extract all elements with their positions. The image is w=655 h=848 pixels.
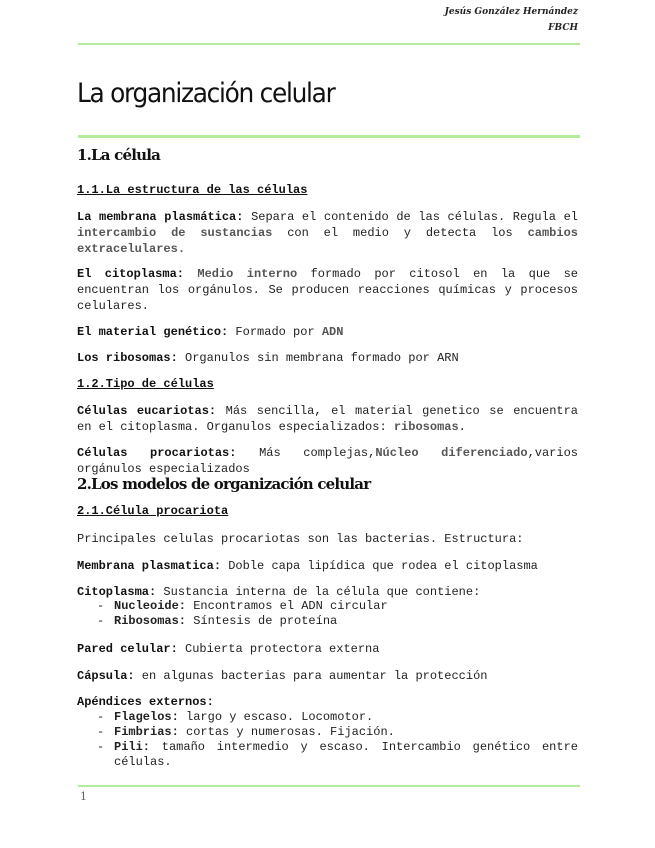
subsection-heading-estructura: 1.1.La estructura de las células [77,183,308,197]
paragraph-membrana-plasmatica-procariota: Membrana plasmatica: Doble capa lipídica que rodea el citoplasma [77,559,538,573]
term: Los ribosomas: [77,351,178,365]
list-item: - Pili: tamaño intermedio y escaso. Intercambio genético entre células. [97,740,578,770]
list-apendices [97,710,578,770]
term: Membrana plasmatica: [77,559,222,573]
term: Nucleoide: [114,599,187,613]
term: Cápsula: [77,669,135,683]
term: El citoplasma: [77,267,184,281]
page-title: La organización celular [77,78,335,109]
footer-rule [78,785,580,787]
highlight: intercambio de sustancias [77,226,273,240]
paragraph-citoplasma: El citoplasma: Medio interno formado por citosol en la que se encuentran los orgánulos. Se producen reacciones químicas y procesos celulares. [77,267,579,313]
term: Citoplasma: [77,585,157,599]
paragraph-ribosomas: Los ribosomas: Organulos sin membrana formado por ARN [77,351,459,365]
section-heading-modelos: 2.Los modelos de organización celular [77,475,371,493]
header-author: Jesús González Hernández [444,7,578,17]
paragraph-capsula: Cápsula: en algunas bacterias para aumentar la protección [77,669,488,683]
paragraph-citoplasma-procariota: Citoplasma: Sustancia interna de la célula que contiene: [77,585,481,599]
paragraph-celulas-procariotas: Células procariotas: Más complejas,Núcleo diferenciado,varios orgánulos especializados [77,446,578,476]
header-rule [78,43,580,45]
term: Fimbrias: [114,725,179,739]
header-course: FBCH [548,23,578,33]
paragraph-pared-celular: Pared celular: Cubierta protectora externa [77,642,380,656]
list-item: - Nucleoide: Encontramos el ADN circular [97,599,578,614]
paragraph-celulas-eucariotas: Células eucariotas: Más sencilla, el material genetico se encuentra en el citoplasma. Organulos especializados: ribosomas. [77,404,578,434]
highlight: cambios extracelulares [77,226,578,256]
page-number: 1 [80,790,87,803]
highlight: Medio interno [197,267,298,281]
section-heading-la-celula: 1.La célula [77,146,161,164]
list-item: - Fimbrias: cortas y numerosas. Fijación. [97,725,578,740]
term: El material genético: [77,325,229,339]
term: Células eucariotas: [77,404,217,418]
highlight: ADN [321,325,344,339]
subsection-heading-celula-procariota: 2.1.Célula procariota [77,504,229,518]
term: Células procariotas: [77,446,237,460]
list-item: - Flagelos: largo y escaso. Locomotor. [97,710,578,725]
term: Apéndices externos: [77,695,214,709]
list-citoplasma [97,599,578,629]
paragraph-apendices-externos [77,694,578,710]
term: Pared celular: [77,642,178,656]
term: La membrana plasmática: [77,210,244,224]
paragraph-membrana-plasmatica: La membrana plasmática: Separa el contenido de las células. Regula el intercambio de sustancias con el medio y detecta los cambios extracelulares. [77,210,578,256]
subsection-heading-tipo-celulas: 1.2.Tipo de células [77,377,214,391]
highlight: ribosomas [393,420,459,434]
paragraph-intro-procariotas: Principales celulas procariotas son las bacterias. Estructura: [77,532,524,546]
term: Ribosomas: [114,614,187,628]
highlight: Núcleo diferenciado [375,446,528,460]
term: Flagelos: [114,710,179,724]
title-rule [78,135,580,138]
list-item: - Ribosomas: Síntesis de proteína [97,614,578,629]
term: Pili: [114,740,151,754]
paragraph-material-genetico: El material genético: Formado por ADN [77,325,344,339]
